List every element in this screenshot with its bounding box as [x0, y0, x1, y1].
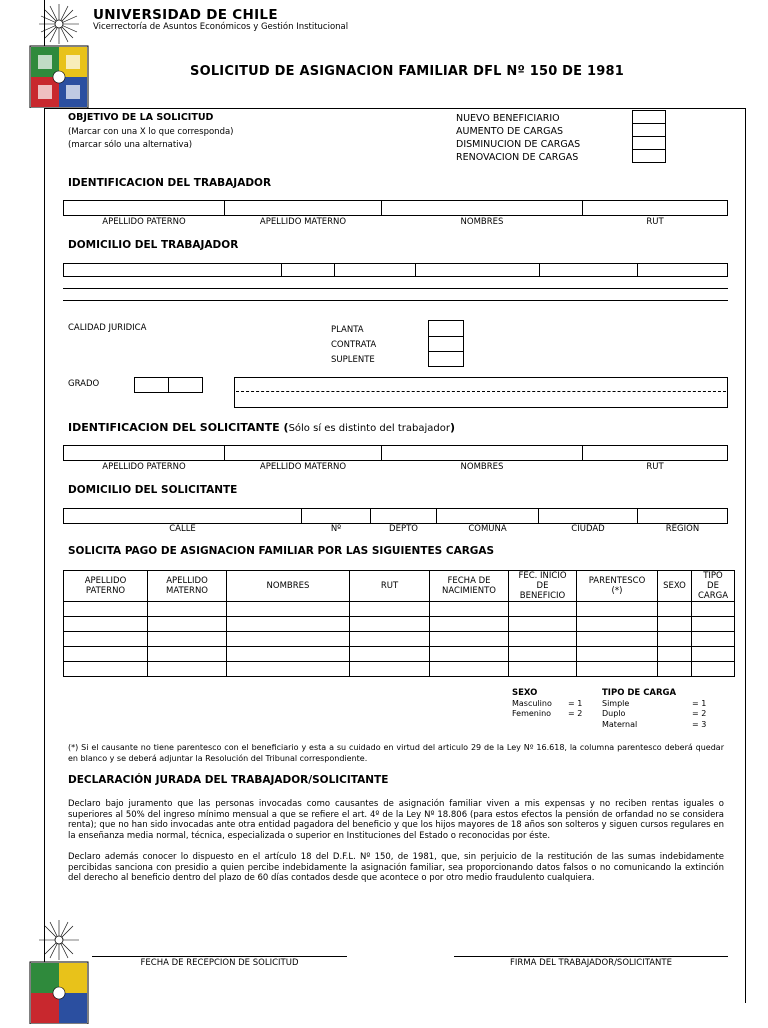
- calidad-juridica-label: CALIDAD JURIDICA: [68, 323, 147, 333]
- cargas-cell[interactable]: [350, 662, 430, 677]
- label-apellido-paterno: APELLIDO PATERNO: [102, 217, 186, 227]
- cargas-col-header-line: NOMBRES: [266, 581, 310, 591]
- sexo-femenino-value: = 2: [568, 709, 583, 718]
- fecha-recepcion-label: FECHA DE RECEPCION DE SOLICITUD: [140, 958, 299, 968]
- cargas-col-header-line: DE: [536, 581, 549, 591]
- sexo-masculino: [512, 699, 582, 710]
- cargas-cell[interactable]: [577, 647, 658, 662]
- solicitante-depto-field[interactable]: [370, 508, 437, 524]
- university-logo-bottom: [28, 918, 90, 1024]
- firma-label: FIRMA DEL TRABAJADOR/SOLICITANTE: [510, 958, 672, 968]
- university-name: UNIVERSIDAD DE CHILE: [93, 7, 278, 23]
- cargas-col-header: [148, 571, 227, 602]
- tipo-simple-value: = 1: [692, 698, 707, 708]
- divider: [637, 263, 638, 277]
- cargas-col-header-line: APELLIDO: [84, 576, 127, 586]
- cargas-col-header: [227, 571, 350, 602]
- trabajador-nombres-field[interactable]: [381, 200, 583, 216]
- trabajador-rut-field[interactable]: [582, 200, 728, 216]
- cargas-cell[interactable]: [227, 617, 350, 632]
- cargas-col-header-line: DE: [707, 581, 719, 591]
- label-apellido-materno: APELLIDO MATERNO: [259, 217, 347, 227]
- solicitante-apellido-paterno-field[interactable]: [63, 445, 225, 461]
- cargas-col-header-line: APELLIDO: [166, 576, 208, 586]
- cargas-cell[interactable]: [64, 617, 148, 632]
- cargas-cell[interactable]: [509, 602, 577, 617]
- option-planta: PLANTA: [331, 325, 364, 335]
- cargas-col-header-line: CARGA: [697, 591, 729, 601]
- checkbox-nuevo-beneficiario[interactable]: [632, 110, 666, 124]
- tipo-duplo-label: Duplo: [602, 709, 626, 718]
- trabajador-apellido-paterno-field[interactable]: [63, 200, 225, 216]
- cargas-cell[interactable]: [148, 632, 227, 647]
- declaracion-paragraph-1: Declaro bajo juramento que las personas invocadas como causantes de asignación familiar viven a mis expensas y no reciben rentas iguales o superiores al 50% del ingreso mínimo mensual a que se refiere el art. 4º de la Ley Nº 18.806 (para estos efectos la pensión de orfandad no se considera renta); que no han sido invocadas ante otra entidad pagadora del beneficio y que los hijos mayores de 18 años son solteros y siguen cursos regulares en la enseñanza media normal, técnica, especializada o superior en Instituciones del Estado o reconocidas por éste.: [68, 799, 724, 841]
- label-rut: RUT: [646, 217, 664, 227]
- solicitante-heading-text: IDENTIFICACION DEL SOLICITANTE (: [68, 421, 289, 434]
- solicitante-rut-field[interactable]: [582, 445, 728, 461]
- cargas-cell[interactable]: [64, 632, 148, 647]
- grado-field-2[interactable]: [168, 377, 203, 393]
- cargas-col-header: [509, 571, 577, 602]
- checkbox-contrata[interactable]: [428, 336, 464, 352]
- cargas-col-header-line: FECHA DE: [447, 576, 491, 586]
- cargas-cell[interactable]: [692, 647, 735, 662]
- cargas-cell[interactable]: [148, 662, 227, 677]
- dashed-line: [236, 391, 726, 392]
- cargas-col-header-line: PATERNO: [85, 586, 126, 596]
- solicitante-nombres-field[interactable]: [381, 445, 583, 461]
- checkbox-aumento-cargas[interactable]: [632, 123, 666, 137]
- cargas-heading: SOLICITA PAGO DE ASIGNACION FAMILIAR POR LAS SIGUIENTES CARGAS: [68, 545, 495, 557]
- trabajador-apellido-materno-field[interactable]: [224, 200, 382, 216]
- cargas-cell[interactable]: [509, 662, 577, 677]
- grado-field-1[interactable]: [134, 377, 169, 393]
- cargas-cell[interactable]: [658, 632, 692, 647]
- sexo-masculino-value: = 1: [568, 698, 583, 708]
- divider: [281, 263, 282, 277]
- university-logo: [28, 2, 90, 108]
- objetivo-options: [456, 112, 580, 164]
- solicitante-heading-close: ): [449, 421, 456, 434]
- cargas-cell[interactable]: [658, 647, 692, 662]
- cargas-col-header-line: PARENTESCO: [588, 576, 646, 586]
- cargas-cell[interactable]: [692, 632, 735, 647]
- solicitante-apellido-materno-field[interactable]: [224, 445, 382, 461]
- sexo-masculino-label: Masculino: [512, 698, 552, 708]
- cargas-col-header-line: FEC. INICIO: [518, 571, 567, 581]
- vicerrectoria-name: Vicerrectoría de Asuntos Económicos y Gestión Institucional: [93, 22, 349, 32]
- cargas-cell[interactable]: [227, 662, 350, 677]
- cargas-col-header-line: TIPO: [703, 571, 723, 581]
- firma-line[interactable]: [454, 956, 728, 957]
- cargas-col-header-line: RUT: [380, 581, 399, 591]
- cargas-cell[interactable]: [350, 632, 430, 647]
- cargas-col-header-line: NACIMIENTO: [442, 586, 496, 596]
- cargas-cell[interactable]: [148, 617, 227, 632]
- cargas-col-header: [692, 571, 735, 602]
- cargas-body: [64, 602, 735, 677]
- table-row: [64, 602, 735, 617]
- cargas-col-header: [658, 571, 692, 602]
- cargas-cell[interactable]: [227, 602, 350, 617]
- cargas-cell[interactable]: [658, 602, 692, 617]
- label-nombres: NOMBRES: [460, 217, 504, 227]
- cargas-cell[interactable]: [509, 647, 577, 662]
- declaracion-paragraph-2: Declaro además conocer lo dispuesto en el artículo 18 del D.F.L. Nº 150, de 1981, que, sin perjuicio de la restitución de las sumas indebidamente percibidas sanciona con presidio a quien percibe indebidamente la asignación familiar, sea proporcionando datos falsos o no comunicando la extinción del derecho al beneficio dentro del plazo de 60 días contados desde que acontece o por otro medio fraudulento cualquiera.: [68, 852, 724, 883]
- label-nombres: NOMBRES: [460, 462, 504, 472]
- label-depto: DEPTO: [389, 524, 418, 534]
- cargas-col-header: [64, 571, 148, 602]
- objetivo-heading: OBJETIVO DE LA SOLICITUD: [68, 112, 214, 123]
- cargas-cell[interactable]: [692, 617, 735, 632]
- solicitante-numero-field[interactable]: [301, 508, 371, 524]
- table-row: [64, 617, 735, 632]
- cargas-cell[interactable]: [430, 617, 509, 632]
- label-region: REGION: [665, 524, 700, 534]
- checkbox-disminucion-cargas[interactable]: [632, 136, 666, 150]
- domicilio-trabajador-heading: DOMICILIO DEL TRABAJADOR: [68, 239, 239, 251]
- cargas-col-header: [430, 571, 509, 602]
- objetivo-note-2: (marcar sólo una alternativa): [68, 140, 193, 150]
- address-line-3[interactable]: [63, 300, 728, 301]
- checkbox-suplente[interactable]: [428, 351, 464, 367]
- tipo-maternal: [602, 720, 706, 731]
- label-calle: CALLE: [169, 524, 196, 534]
- objetivo-note-1: (Marcar con una X lo que corresponda): [68, 127, 234, 137]
- label-numero: Nº: [330, 524, 342, 534]
- grado-label: GRADO: [68, 379, 100, 389]
- cargas-cell[interactable]: [577, 602, 658, 617]
- cargas-header-row: [64, 571, 735, 602]
- cargas-cell[interactable]: [430, 647, 509, 662]
- cargas-cell[interactable]: [509, 632, 577, 647]
- cargas-table: [63, 570, 735, 677]
- sexo-femenino-label: Femenino: [512, 709, 552, 718]
- solicitante-heading: [68, 421, 455, 434]
- cargas-cell[interactable]: [350, 617, 430, 632]
- solicitante-heading-note: Sólo sí es distinto del trabajador: [288, 423, 450, 434]
- divider: [539, 263, 540, 277]
- option-contrata: CONTRATA: [331, 340, 377, 350]
- option-disminucion-cargas: DISMINUCION DE CARGAS: [456, 139, 581, 150]
- cargas-cell[interactable]: [64, 662, 148, 677]
- tipo-maternal-value: = 3: [692, 719, 707, 729]
- domicilio-trabajador-row[interactable]: [63, 263, 728, 277]
- cargas-col-header: [577, 571, 658, 602]
- divider: [415, 263, 416, 277]
- form-title: SOLICITUD DE ASIGNACION FAMILIAR DFL Nº 150 DE 1981: [190, 64, 624, 79]
- cargas-col-header-line: BENEFICIO: [519, 591, 566, 601]
- cargas-cell[interactable]: [350, 602, 430, 617]
- label-apellido-materno: APELLIDO MATERNO: [259, 462, 347, 472]
- solicitante-calle-field[interactable]: [63, 508, 302, 524]
- solicitante-comuna-field[interactable]: [436, 508, 539, 524]
- tipo-title: TIPO DE CARGA: [602, 688, 677, 698]
- cargas-cell[interactable]: [692, 662, 735, 677]
- tipo-duplo: [602, 709, 706, 720]
- tipo-maternal-label: Maternal: [602, 719, 638, 729]
- cargas-cell[interactable]: [64, 647, 148, 662]
- table-row: [64, 647, 735, 662]
- label-apellido-paterno: APELLIDO PATERNO: [102, 462, 186, 472]
- cargas-cell[interactable]: [430, 632, 509, 647]
- divider: [334, 263, 335, 277]
- cargas-cell[interactable]: [577, 617, 658, 632]
- option-nuevo-beneficiario: NUEVO BENEFICIARIO: [456, 113, 560, 124]
- declaracion-heading: DECLARACIÓN JURADA DEL TRABAJADOR/SOLICITANTE: [68, 774, 389, 786]
- leyenda-tipo: [602, 688, 706, 730]
- cargas-cell[interactable]: [577, 632, 658, 647]
- grado-detail-field[interactable]: [234, 377, 728, 408]
- cargas-cell[interactable]: [148, 602, 227, 617]
- cargas-cell[interactable]: [227, 647, 350, 662]
- cargas-cell[interactable]: [227, 632, 350, 647]
- cargas-cell[interactable]: [148, 647, 227, 662]
- cargas-col-header-line: SEXO: [663, 581, 686, 591]
- leyenda-sexo: [512, 688, 582, 720]
- label-ciudad: CIUDAD: [571, 524, 605, 534]
- solicitante-region-field[interactable]: [637, 508, 728, 524]
- label-comuna: COMUNA: [468, 524, 507, 534]
- checkbox-renovacion-cargas[interactable]: [632, 149, 666, 163]
- trabajador-heading: IDENTIFICACION DEL TRABAJADOR: [68, 177, 272, 189]
- parentesco-note: (*) Si el causante no tiene parentesco con el beneficiario y esta a su cuidado en virtud del articulo 29 de la Ley Nº 16.618, la columna parentesco deberá quedar en blanco y se deberá adjuntar la Resolución del Tribunal correspondiente.: [68, 743, 724, 763]
- table-row: [64, 662, 735, 677]
- tipo-simple: [602, 699, 706, 710]
- cargas-col-header: [350, 571, 430, 602]
- cargas-cell[interactable]: [350, 647, 430, 662]
- cargas-cell[interactable]: [509, 617, 577, 632]
- cargas-cell[interactable]: [430, 662, 509, 677]
- cargas-cell[interactable]: [64, 602, 148, 617]
- checkbox-planta[interactable]: [428, 320, 464, 337]
- option-renovacion-cargas: RENOVACION DE CARGAS: [456, 152, 579, 163]
- sexo-title: SEXO: [512, 688, 538, 698]
- cargas-cell[interactable]: [577, 662, 658, 677]
- fecha-recepcion-line[interactable]: [92, 956, 347, 957]
- calidad-options: [331, 323, 376, 368]
- cargas-col-header-line: (*): [611, 586, 623, 596]
- table-row: [64, 632, 735, 647]
- domicilio-solicitante-heading: DOMICILIO DEL SOLICITANTE: [68, 484, 238, 496]
- solicitante-ciudad-field[interactable]: [538, 508, 638, 524]
- cargas-cell[interactable]: [658, 617, 692, 632]
- address-line-2[interactable]: [63, 288, 728, 289]
- tipo-duplo-value: = 2: [692, 709, 707, 718]
- sexo-femenino: [512, 709, 582, 720]
- cargas-cell[interactable]: [692, 602, 735, 617]
- option-suplente: SUPLENTE: [331, 355, 375, 365]
- option-aumento-cargas: AUMENTO DE CARGAS: [456, 126, 564, 137]
- label-rut: RUT: [646, 462, 664, 472]
- cargas-col-header-line: MATERNO: [165, 586, 208, 596]
- cargas-cell[interactable]: [658, 662, 692, 677]
- cargas-cell[interactable]: [430, 602, 509, 617]
- tipo-simple-label: Simple: [602, 698, 630, 708]
